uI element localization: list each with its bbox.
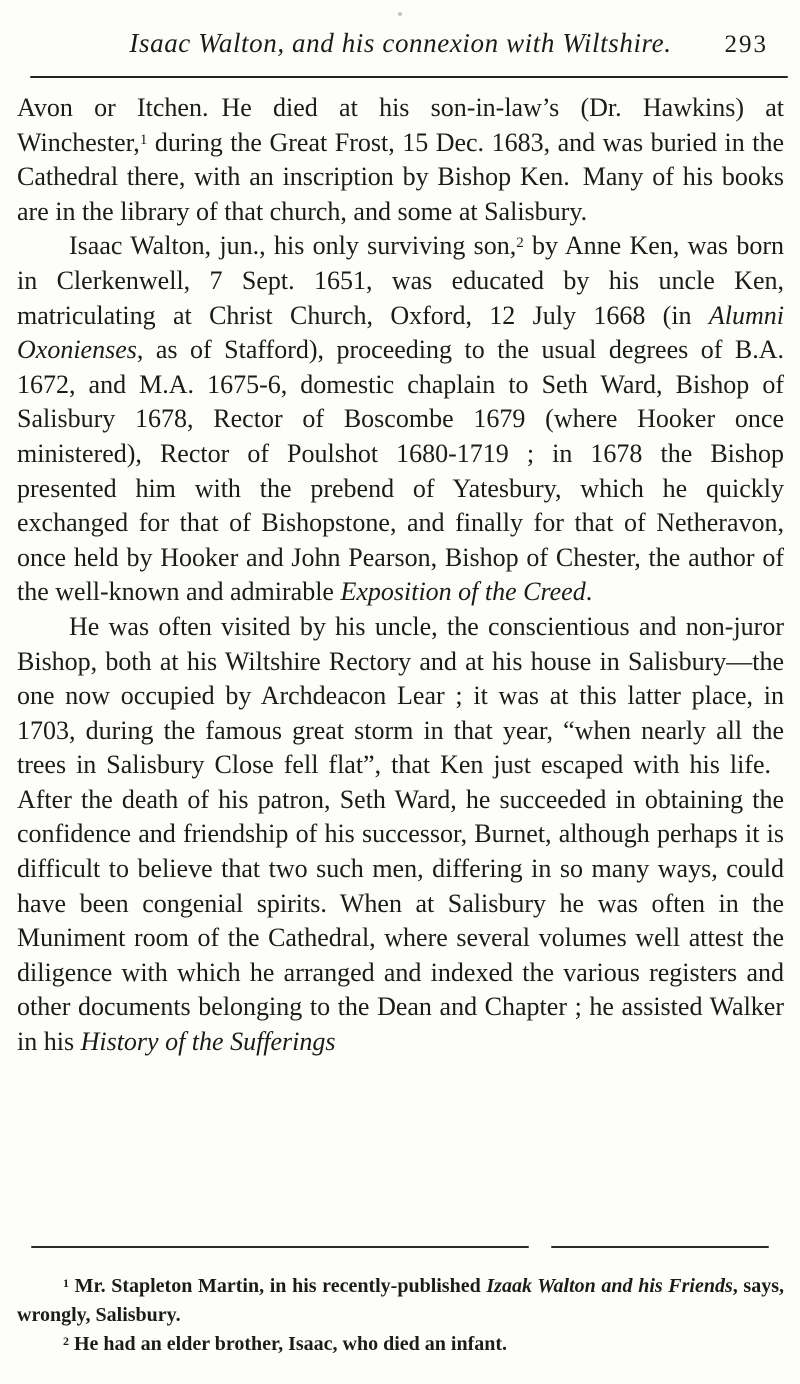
footnote-rule-left — [31, 1246, 529, 1248]
footnote-ref-2: 2 — [516, 235, 524, 252]
text-segment: during the Great Frost, 15 Dec. 1683, and was buried in the Cathedral there, with an inscription by Bishop Ken. Many of his books are in the library of that church, and some at Salisbury. — [17, 127, 784, 226]
footnote-rule — [31, 1246, 784, 1248]
book-title-italic: History of the Sufferings — [80, 1027, 336, 1057]
footnote-rule-right — [551, 1246, 769, 1248]
text-segment: . — [585, 577, 593, 607]
running-header — [17, 28, 784, 66]
text-segment: He was often visited by his uncle, the conscientious and non-juror Bishop, both at his Wiltshire Rectory and at his house in Salisbury—the one now occupied by Archdeacon Lear ; it was at this latter place, in 1703, during the famous great storm in that year, “when nearly all the trees in Salisbury Close fell flat”, that Ken just escaped with his life. After the death of his patron, Seth Ward, he succeeded in obtaining the confidence and friendship of his successor, Burnet, although perhaps it is difficult to believe that two such men, differing in so many ways, could have been congenial spirits. When at Salisbury he was often in the Muniment room of the Cathedral, where several volumes well attest the diligence with which he arranged and indexed the various registers and other documents belonging to the Dean and Chapter ; he assisted Walker in his — [17, 611, 784, 1057]
text-segment: Isaac Walton, jun., his only surviving son, — [69, 231, 517, 261]
page-body — [17, 91, 784, 1060]
text-segment: , as of Stafford), proceeding to the usual degrees of B.A. 1672, and M.A. 1675-6, domestic chaplain to Seth Ward, Bishop of Salisbury 1678, Rector of Boscombe 1679 (where Hooker once ministered), Rector of Poulshot 1680-1719 ; in 1678 the Bishop presented him with the prebend of Yatesbury, which he quickly exchanged for that of Bishopstone, and finally for that of Netheravon, once held by Hooker and John Pearson, Bishop of Chester, the author of the well-known and admirable — [17, 335, 784, 607]
paragraph-2 — [17, 229, 784, 610]
scan-artifact — [398, 12, 402, 16]
paragraph-1 — [17, 91, 784, 229]
footnote-area — [17, 1246, 784, 1359]
book-title-italic: Alumni Oxonienses — [17, 300, 784, 365]
footnotes — [17, 1272, 784, 1359]
footnote-ref-1: 1 — [139, 131, 148, 148]
text-segment: by Anne Ken, was born in Clerkenwell, 7 Sept. 1651, was educated by his uncle Ken, matriculating at Christ Church, Oxford, 12 July 1668 (in — [17, 231, 784, 330]
text-segment: Avon or Itchen. He died at his son-in-law’s (Dr. Hawkins) at Winchester, — [17, 93, 784, 157]
book-title-italic: Izaak Walton and his Friends — [486, 1275, 733, 1297]
footnote-marker-1: 1 — [63, 1276, 69, 1290]
page-number: 293 — [724, 31, 768, 58]
footnote-2 — [17, 1330, 784, 1359]
book-title-italic: Exposition of the Creed — [340, 577, 586, 607]
paragraph-3 — [17, 610, 784, 1060]
text-segment: , says, wrongly, Salisbury. — [17, 1275, 784, 1326]
text-segment: He had an elder brother, Isaac, who died an infant. — [69, 1333, 508, 1355]
page-title: Isaac Walton, and his connexion with Wiltshire. — [129, 28, 672, 58]
header-rule — [30, 76, 788, 78]
text-segment: Mr. Stapleton Martin, in his recently-published — [69, 1275, 487, 1297]
footnote-1 — [17, 1272, 784, 1330]
footnote-marker-2: 2 — [63, 1334, 69, 1348]
